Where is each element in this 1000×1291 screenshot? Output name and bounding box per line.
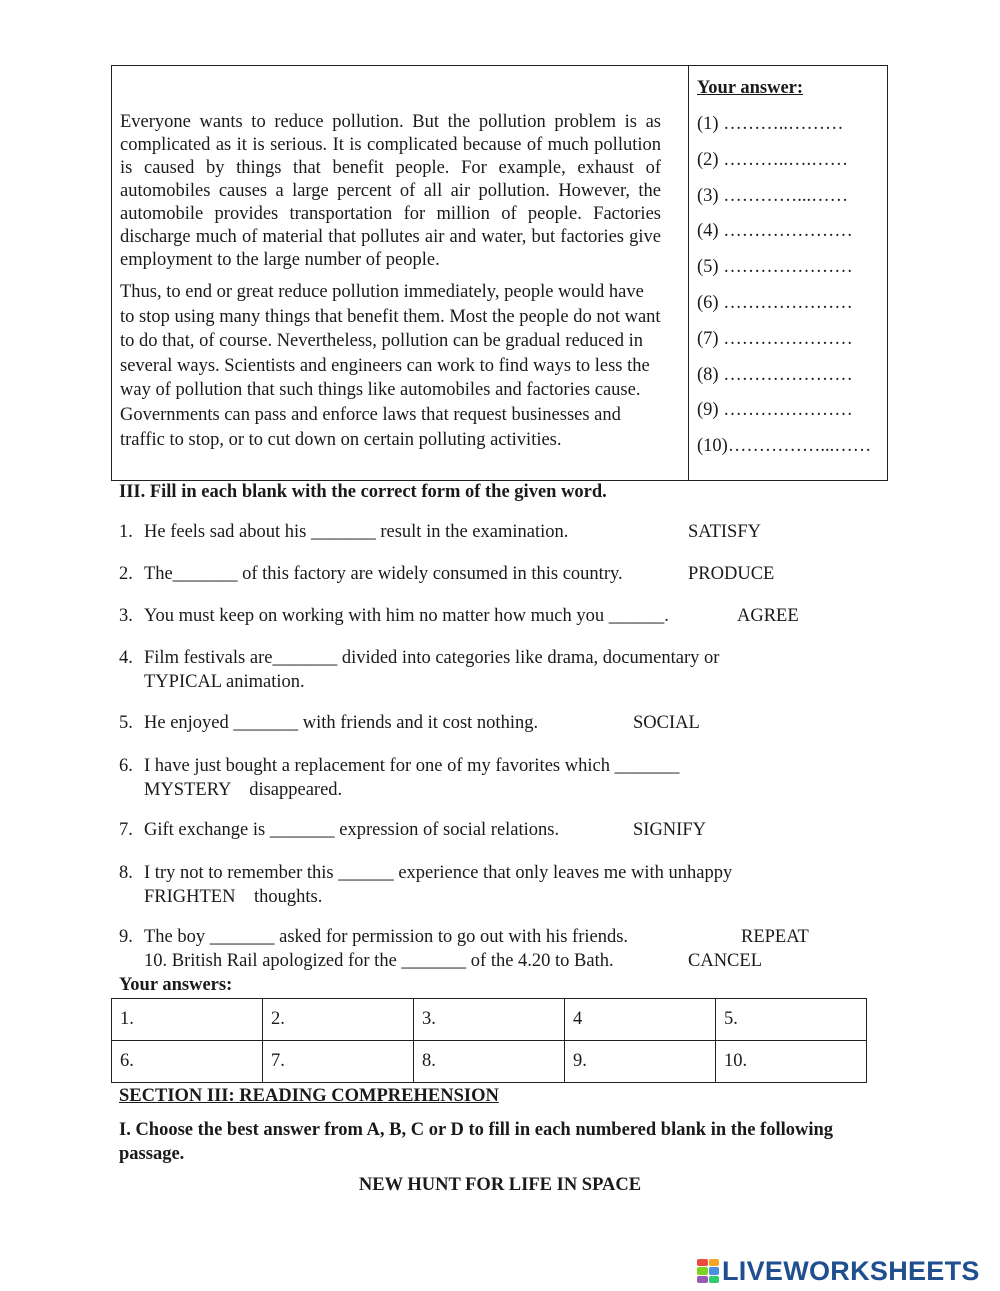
answer-line-1[interactable]: (1) ………..……… [697, 114, 844, 134]
reading-instruction: I. Choose the best answer from A, B, C or D to fill in each numbered blank in the following passage. [119, 1120, 834, 1164]
question-item [119, 562, 775, 586]
question-item [119, 646, 719, 694]
answer-cell[interactable]: 1. [112, 999, 263, 1041]
question-number: 3. [119, 606, 133, 626]
question-text: You must keep on working with him no matter how much you ______. [144, 606, 669, 626]
question-number: 8. [119, 863, 133, 883]
question-text: Gift exchange is _______ expression of social relations. [144, 820, 560, 840]
question-continuation: TYPICAL animation. [144, 672, 305, 692]
answer-line-8[interactable]: (8) ………………… [697, 364, 853, 385]
passage-paragraph-1: Everyone wants to reduce pollution. But the pollution problem is as complicated as it is serious. It is complicated because of much pollution is caused by things that benefit people. For example, exhaust of automobiles causes a large percent of all air pollution. However, the automobile provides transportation for million of people. Factories discharge much of material that pollutes air and water, but factories give employment to the large number of people. [120, 112, 661, 270]
answer-line-4[interactable]: (4) ………………… [697, 221, 853, 242]
answer-line-9[interactable]: (9) ………………… [697, 400, 853, 421]
question-number: 9. [119, 927, 133, 947]
question-item [119, 520, 761, 544]
answer-line-10[interactable]: (10)……………...…… [697, 436, 872, 457]
question-keyword: SIGNIFY [633, 820, 706, 840]
answer-line-5[interactable]: (5) ………………… [697, 257, 853, 278]
logo-text: LIVEWORKSHEETS [722, 1255, 980, 1286]
question-keyword: PRODUCE [688, 564, 775, 584]
question-keyword: CANCEL [688, 951, 762, 971]
question-keyword: SOCIAL [633, 713, 700, 733]
question-item [119, 861, 732, 909]
answer-column [697, 74, 882, 468]
question-number: 5. [119, 713, 133, 733]
answer-cell[interactable]: 8. [414, 1041, 565, 1083]
answer-line-2[interactable]: (2) ………..….…… [697, 149, 849, 170]
logo-mark-icon [697, 1259, 719, 1283]
question-text: He feels sad about his _______ result in the examination. [144, 522, 569, 542]
question-item [119, 925, 809, 973]
question-text: I try not to remember this ______ experience that only leaves me with unhappy [144, 863, 733, 883]
question-keyword: AGREE [737, 606, 799, 626]
question-number: 6. [119, 756, 133, 776]
question-item [119, 754, 679, 802]
question-continuation: FRIGHTEN thoughts. [144, 887, 323, 907]
answer-cell[interactable]: 7. [263, 1041, 414, 1083]
question-text: Film festivals are_______ divided into categories like drama, documentary or [144, 648, 720, 668]
answer-cell[interactable]: 10. [716, 1041, 867, 1083]
answer-cell[interactable]: 6. [112, 1041, 263, 1083]
question-text: I have just bought a replacement for one of my favorites which _______ [144, 756, 680, 776]
answers-row [112, 1041, 867, 1083]
question-item [119, 604, 799, 628]
answers-grid [111, 998, 867, 1083]
question-number: 4. [119, 648, 133, 668]
question-continuation: 10. British Rail apologized for the _______ of the 4.20 to Bath. [144, 951, 614, 971]
answers-row [112, 999, 867, 1041]
question-number: 7. [119, 820, 133, 840]
question-keyword: REPEAT [741, 927, 809, 947]
question-text: The boy _______ asked for permission to go out with his friends. [144, 927, 629, 947]
liveworksheets-logo [697, 1257, 980, 1285]
answer-line-3[interactable]: (3) …………...…… [697, 185, 849, 206]
passage-table [111, 65, 888, 481]
answer-cell[interactable]: 4 [565, 999, 716, 1041]
section-reading-heading: SECTION III: READING COMPREHENSION [119, 1086, 499, 1106]
answer-cell[interactable]: 3. [414, 999, 565, 1041]
answer-title: Your answer: [697, 78, 804, 98]
question-text: He enjoyed _______ with friends and it cost nothing. [144, 713, 539, 733]
question-keyword: SATISFY [688, 522, 761, 542]
question-text: The_______ of this factory are widely consumed in this country. [144, 564, 623, 584]
passage-paragraph-2: Thus, to end or great reduce pollution immediately, people would have to stop using many things that benefit them. Most the people do not want to do that, of course. Nevertheless, pollution can be gradual reduced in several ways. Scientists and engineers can work to find ways to less the way of pollution that such things like automobiles and factories cause. Governments can pass and enforce laws that request businesses and traffic to stop, or to cut down on certain polluting activities. [120, 282, 661, 450]
question-number: 1. [119, 522, 133, 542]
passage-text [120, 111, 661, 452]
answer-cell[interactable]: 5. [716, 999, 867, 1041]
question-item [119, 818, 706, 842]
answer-cell[interactable]: 9. [565, 1041, 716, 1083]
column-divider [688, 66, 689, 480]
question-item [119, 711, 700, 735]
your-answers-label: Your answers: [119, 975, 233, 995]
answer-line-6[interactable]: (6) ………………… [697, 292, 853, 313]
answer-cell[interactable]: 2. [263, 999, 414, 1041]
question-continuation: MYSTERY disappeared. [144, 780, 343, 800]
section-heading-word-form: III. Fill in each blank with the correct form of the given word. [119, 482, 607, 502]
answer-line-7[interactable]: (7) ………………… [697, 328, 853, 349]
question-number: 2. [119, 564, 133, 584]
reading-title: NEW HUNT FOR LIFE IN SPACE [358, 1175, 642, 1195]
